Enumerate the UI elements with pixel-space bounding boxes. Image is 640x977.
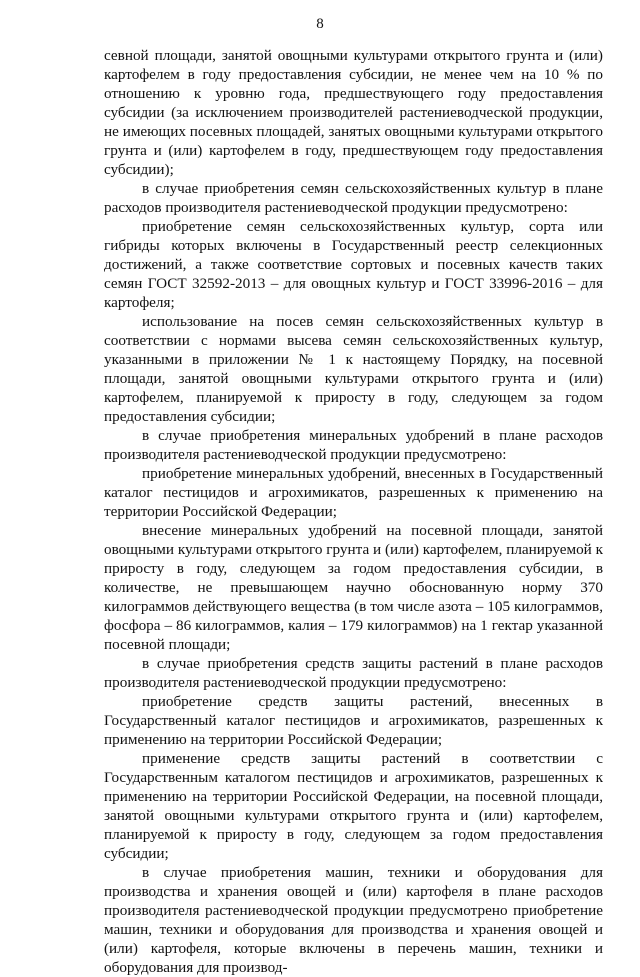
paragraph: приобретение семян сельскохозяйственных культур, сорта или гибриды которых включены в Государственный реестр селекционных достижений, а также соответствие сортовых и посевных качеств таких семян ГОСТ 32592-2013 – для овощных культур и ГОСТ 33996-2016 – для картофеля; bbox=[104, 218, 603, 311]
document-body bbox=[104, 46, 603, 977]
paragraph: севной площади, занятой овощными культурами открытого грунта и (или) картофелем в году предоставления субсидии, не менее чем на 10 % по отношению к уровню года, предшествующего году предоставления субсидии (за исключением производителей растениеводческой продукции, не имеющих посевных площадей, занятых овощными культурами открытого грунта и (или) картофелем в году, предшествующем году предоставления субсидии); bbox=[104, 47, 603, 178]
paragraph: приобретение минеральных удобрений, внесенных в Государственный каталог пестицидов и агрохимикатов, разрешенных к применению на территории Российской Федерации; bbox=[104, 465, 603, 520]
paragraph: применение средств защиты растений в соответствии с Государственным каталогом пестицидов и агрохимикатов, разрешенных к применению на территории Российской Федерации, на посевной площади, занятой овощными культурами открытого грунта и (или) картофелем, планируемой к приросту в году, следующем за годом предоставления субсидии; bbox=[104, 750, 603, 862]
paragraph: в случае приобретения минеральных удобрений в плане расходов производителя растениеводческой продукции предусмотрено: bbox=[104, 427, 603, 463]
paragraph: внесение минеральных удобрений на посевной площади, занятой овощными культурами открытого грунта и (или) картофелем, планируемой к приросту в году, следующем за годом предоставления субсидии, в количестве, не превышающем научно обоснованную норму 370 килограммов действующего вещества (в том числе азота – 105 килограммов, фосфора – 86 килограммов, калия – 179 килограммов) на 1 гектар указанной посевной площади; bbox=[104, 522, 603, 653]
paragraph: приобретение средств защиты растений, внесенных в Государственный каталог пестицидов и агрохимикатов, разрешенных к применению на территории Российской Федерации; bbox=[104, 693, 603, 748]
paragraph: в случае приобретения семян сельскохозяйственных культур в плане расходов производителя растениеводческой продукции предусмотрено: bbox=[104, 180, 603, 216]
paragraph: в случае приобретения машин, техники и оборудования для производства и хранения овощей и (или) картофеля в плане расходов производителя растениеводческой продукции предусмотрено приобретение машин, техники и оборудования для производства и хранения овощей и (или) картофеля, которые включены в перечень машин, техники и оборудования для производ- bbox=[104, 864, 603, 976]
paragraph: использование на посев семян сельскохозяйственных культур в соответствии с нормами высева семян сельскохозяйственных культур, указанными в приложении № 1 к настоящему Порядку, на посевной площади, занятой овощными культурами открытого грунта и (или) картофелем, планируемой к приросту в году, следующем за годом предоставления субсидии; bbox=[104, 313, 603, 425]
page-number: 8 bbox=[316, 16, 324, 32]
paragraph: в случае приобретения средств защиты растений в плане расходов производителя растениеводческой продукции предусмотрено: bbox=[104, 655, 603, 691]
